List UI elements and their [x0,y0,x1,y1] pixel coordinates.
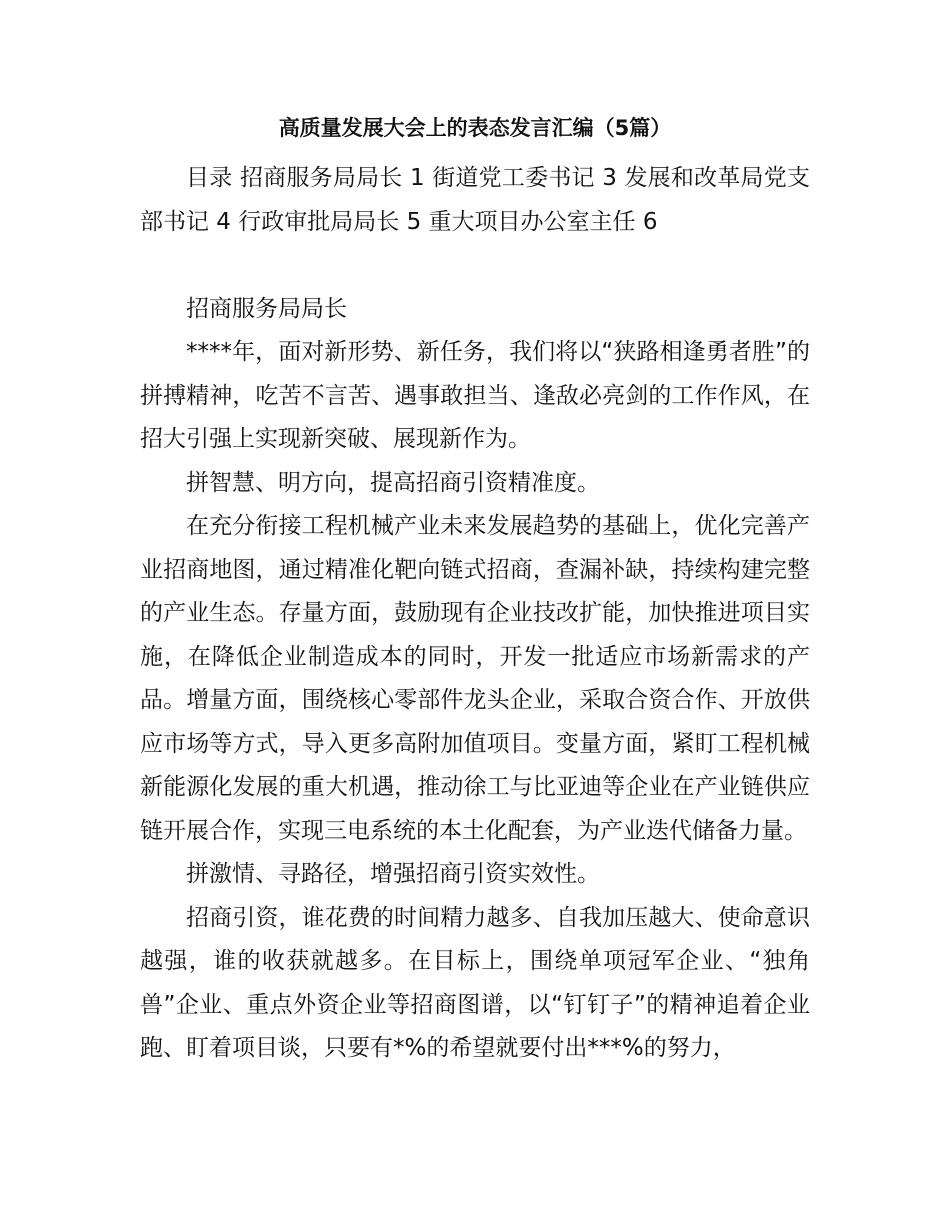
subheading: 拼激情、寻路径，增强招商引资实效性。 [186,861,600,887]
table-of-contents: 目录 招商服务局局长 1 街道党工委书记 3 发展和改革局党支部书记 4 行政审批局局长 5 重大项目办公室主任 6 [140,165,810,235]
document-page [140,118,810,1071]
document-title: 高质量发展大会上的表态发言汇编（5篇） [278,116,672,140]
blank-line [140,244,810,288]
body-paragraph: ****年，面对新形势、新任务，我们将以“狭路相逢勇者胜”的拼搏精神，吃苦不言苦、遇事敢担当、逢敌必亮剑的工作作风，在招大引强上实现新突破、展现新作为。 [140,339,810,452]
subheading: 拼智慧、明方向，提高招商引资精准度。 [186,469,600,496]
body-paragraph: 招商引资，谁花费的时间精力越多、自我加压越大、使命意识越强，谁的收获就越多。在目标上，围绕单项冠军企业、“独角兽”企业、重点外资企业等招商图谱，以“钉钉子”的精神追着企业跑、盯着项目谈，只要有*%的希望就要付出***%的努力， [140,904,810,1061]
body-paragraph: 在充分衔接工程机械产业未来发展趋势的基础上，优化完善产业招商地图，通过精准化靶向链式招商，查漏补缺，持续构建完整的产业生态。存量方面，鼓励现有企业技改扩能，加快推进项目实施，在降低企业制造成本的同时，开发一批适应市场新需求的产品。增量方面，围绕核心零部件龙头企业，采取合资合作、开放供应市场等方式，导入更多高附加值项目。变量方面，紧盯工程机械新能源化发展的重大机遇，推动徐工与比亚迪等企业在产业链供应链开展合作，实现三电系统的本土化配套，为产业迭代储备力量。 [140,513,810,844]
section-heading: 招商服务局局长 [186,295,347,322]
